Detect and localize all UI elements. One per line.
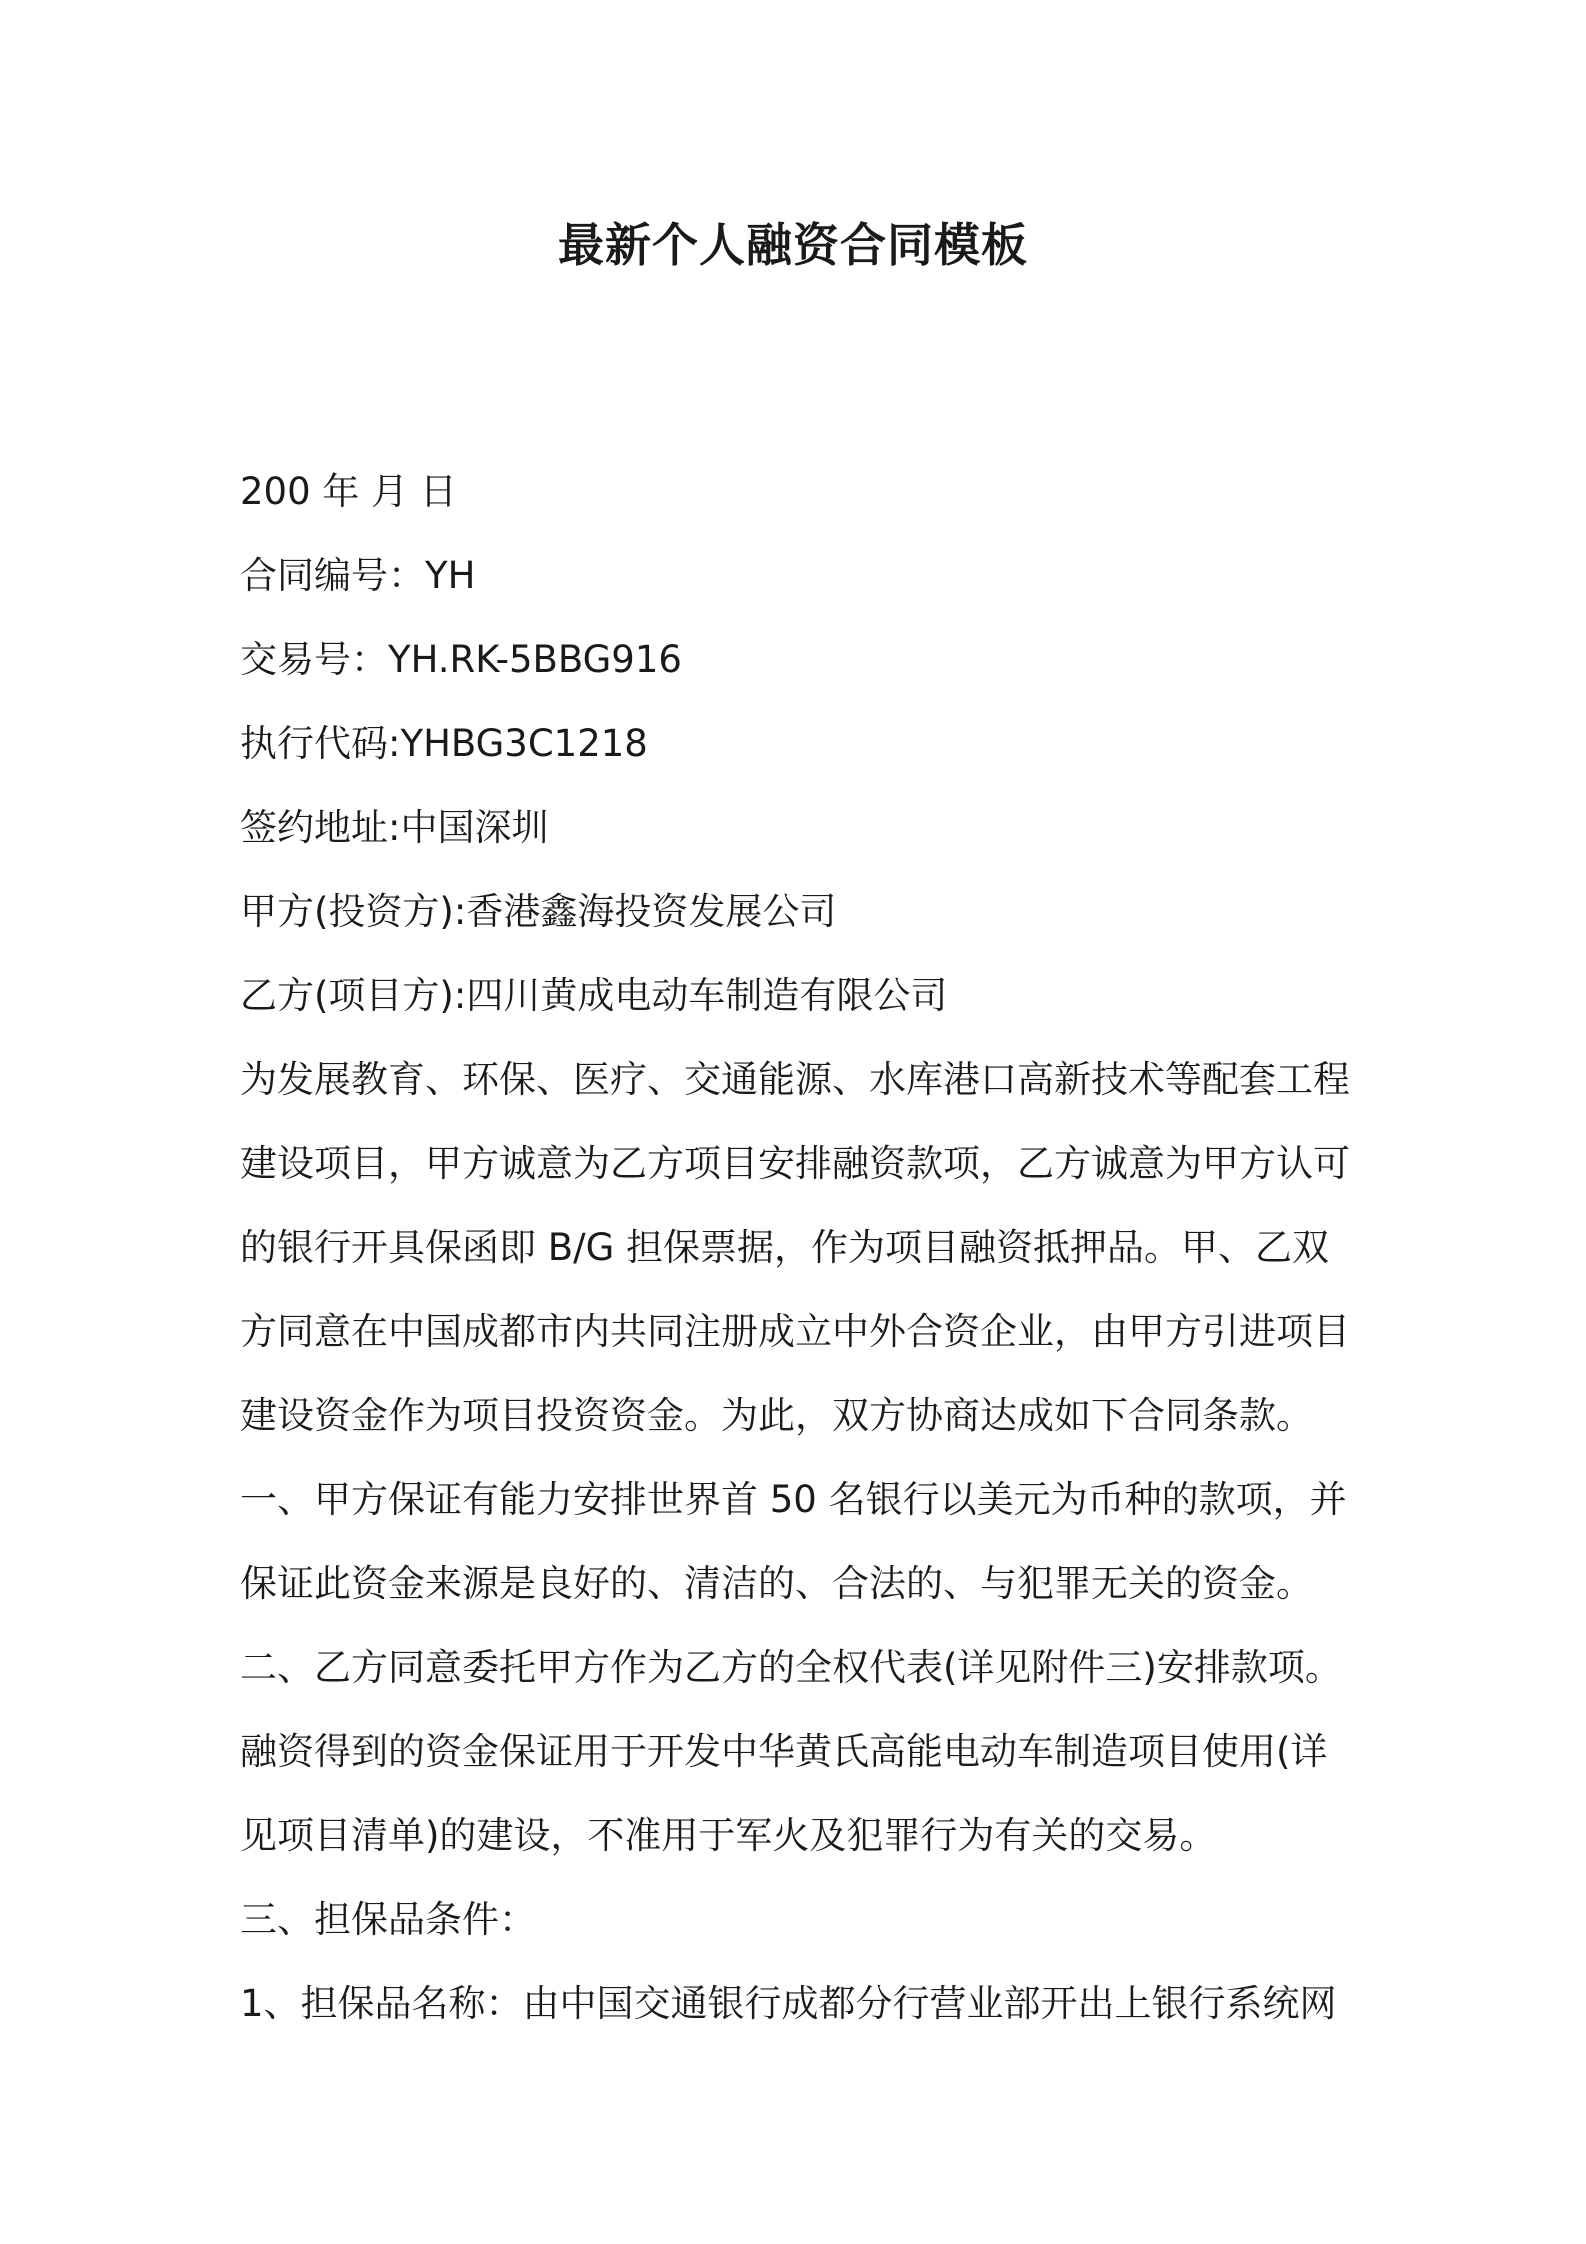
paragraph-line: 建设资金作为项目投资资金。为此，双方协商达成如下合同条款。 — [240, 1394, 1313, 1437]
clause-line: 见项目清单)的建设，不准用于军火及犯罪行为有关的交易。 — [240, 1814, 1217, 1857]
execution-code-line: 执行代码:YHBG3C1218 — [240, 722, 648, 765]
clause-line: 二、乙方同意委托甲方作为乙方的全权代表(详见附件三)安排款项。 — [240, 1646, 1342, 1689]
contract-number-line: 合同编号：YH — [240, 554, 476, 597]
document-body — [240, 450, 1360, 2046]
date-line: 200 年 月 日 — [240, 470, 457, 513]
clause-heading-line: 三、担保品条件： — [240, 1898, 536, 1941]
signing-address-line: 签约地址:中国深圳 — [240, 806, 549, 849]
transaction-number-line: 交易号：YH.RK-5BBG916 — [240, 638, 682, 681]
paragraph-line: 方同意在中国成都市内共同注册成立中外合资企业，由甲方引进项目 — [240, 1310, 1350, 1353]
paragraph-line: 的银行开具保函即 B/G 担保票据，作为项目融资抵押品。甲、乙双 — [240, 1226, 1330, 1269]
document-title: 最新个人融资合同模板 — [558, 218, 1028, 272]
clause-line: 1、担保品名称：由中国交通银行成都分行营业部开出上银行系统网 — [240, 1982, 1337, 2025]
paragraph-line: 建设项目，甲方诚意为乙方项目安排融资款项，乙方诚意为甲方认可 — [240, 1142, 1350, 1185]
clause-line: 融资得到的资金保证用于开发中华黄氏高能电动车制造项目使用(详 — [240, 1730, 1328, 1773]
party-a-line: 甲方(投资方):香港鑫海投资发展公司 — [240, 890, 837, 933]
clause-line: 保证此资金来源是良好的、清洁的、合法的、与犯罪无关的资金。 — [240, 1562, 1313, 1605]
paragraph-line: 为发展教育、环保、医疗、交通能源、水库港口高新技术等配套工程 — [240, 1058, 1350, 1101]
party-b-line: 乙方(项目方):四川黄成电动车制造有限公司 — [240, 974, 948, 1017]
clause-line: 一、甲方保证有能力安排世界首 50 名银行以美元为币种的款项，并 — [240, 1478, 1347, 1521]
